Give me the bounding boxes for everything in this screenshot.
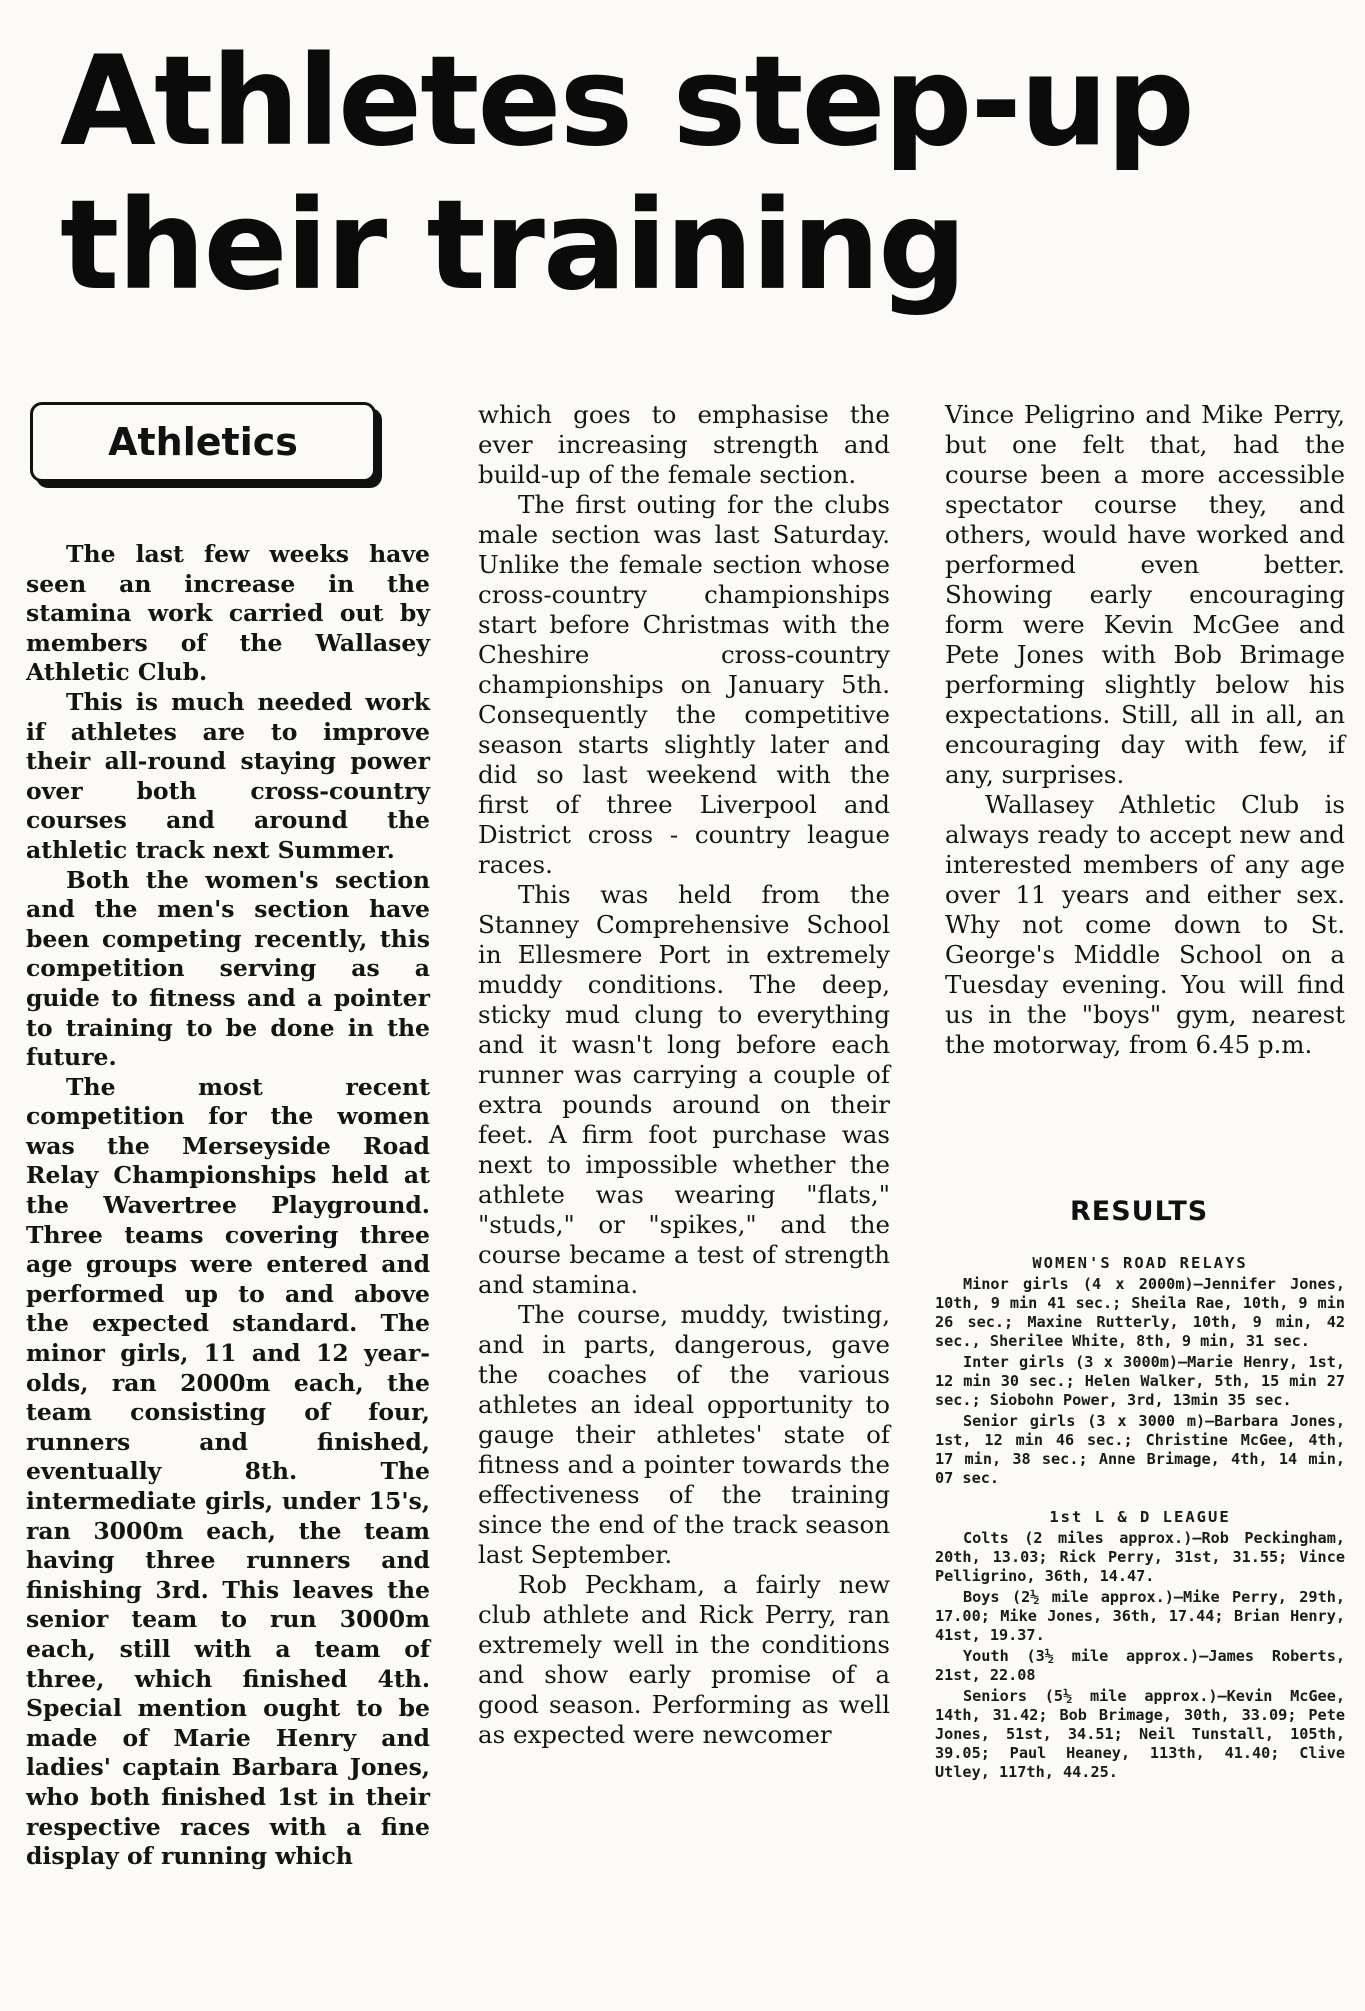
results-entry: Colts (2 miles approx.)—Rob Peckingham, 20th, 13.03; Rick Perry, 31st, 31.55; Vince Pelligrino, 36th, 14.47. bbox=[935, 1529, 1345, 1585]
results-entry: Minor girls (4 x 2000m)—Jennifer Jones, 10th, 9 min 41 sec.; Sheila Rae, 10th, 9 min 26 sec.; Maxine Rutterly, 10th, 9 min, 42 sec., Sherilee White, 8th, 9 min, 31 sec. bbox=[935, 1275, 1345, 1350]
article-paragraph: This is much needed work if athletes are to improve their all-round staying power over both cross-country courses and around the athletic track next Summer. bbox=[26, 687, 430, 864]
section-kicker-box bbox=[30, 402, 376, 482]
headline-line-2: their training bbox=[60, 174, 965, 318]
article-column-1 bbox=[26, 540, 430, 1872]
results-entry: Inter girls (3 x 3000m)—Marie Henry, 1st, 12 min 30 sec.; Helen Walker, 5th, 15 min 27 sec.; Siobohn Power, 3rd, 13min 35 sec. bbox=[935, 1353, 1345, 1409]
article-paragraph: The last few weeks have seen an increase in the stamina work carried out by members of the Wallasey Athletic Club. bbox=[26, 540, 430, 687]
results-section-heading: 1st L & D LEAGUE bbox=[1049, 1508, 1231, 1526]
results-entry: Seniors (5½ mile approx.)—Kevin McGee, 14th, 31.42; Bob Brimage, 30th, 33.09; Pete Jones, 51st, 34.51; Neil Tunstall, 105th, 39.05; Paul Heaney, 113th, 41.40; Clive Utley, 117th, 44.25. bbox=[935, 1687, 1345, 1781]
article-paragraph: The course, muddy, twisting, and in parts, dangerous, gave the coaches of the various athletes an ideal opportunity to gauge their athletes' state of fitness and a pointer towards the effectiveness of the training since the end of the track season last September. bbox=[478, 1300, 890, 1569]
article-paragraph: Both the women's section and the men's section have been competing recently, this competition serving as a guide to fitness and a pointer to training to be done in the future. bbox=[26, 865, 430, 1072]
headline bbox=[60, 30, 1320, 318]
results-list bbox=[935, 1250, 1345, 1784]
article-paragraph: Wallasey Athletic Club is always ready to accept new and interested members of any age over 11 years and either sex. Why not come down to St. George's Middle School on a Tuesday evening. You will find us in the "boys" gym, nearest the motorway, from 6.45 p.m. bbox=[945, 790, 1345, 1059]
article-column-2 bbox=[478, 400, 890, 1750]
article-paragraph: The first outing for the clubs male section was last Saturday. Unlike the female section whose cross-country championships start before Christmas with the Cheshire cross-country championships on January 5th. Consequently the competitive season starts slightly later and did so last weekend with the first of three Liverpool and District cross - country league races. bbox=[478, 490, 890, 879]
results-section-heading: WOMEN'S ROAD RELAYS bbox=[1032, 1254, 1248, 1272]
headline-line-1: Athletes step-up bbox=[60, 30, 1193, 174]
section-kicker-label: Athletics bbox=[108, 420, 298, 464]
article-paragraph: This was held from the Stanney Comprehensive School in Ellesmere Port in extremely muddy conditions. The deep, sticky mud clung to everything and it wasn't long before each runner was carrying a couple of extra pounds around on their feet. A firm foot purchase was next to impossible whether the athlete was wearing "flats," "studs," or "spikes," and the course became a test of strength and stamina. bbox=[478, 880, 890, 1299]
article-paragraph: Rob Peckham, a fairly new club athlete and Rick Perry, ran extremely well in the conditions and show early promise of a good season. Performing as well as expected were newcomer bbox=[478, 1570, 890, 1749]
results-entry: Youth (3½ mile approx.)—James Roberts, 21st, 22.08 bbox=[935, 1647, 1345, 1684]
results-entry: Senior girls (3 x 3000 m)—Barbara Jones, 1st, 12 min 46 sec.; Christine McGee, 4th, 17 min, 38 sec.; Anne Brimage, 4th, 14 min, 07 sec. bbox=[935, 1412, 1345, 1487]
results-entry: Boys (2½ mile approx.)—Mike Perry, 29th, 17.00; Mike Jones, 36th, 17.44; Brian Henry, 41st, 19.37. bbox=[935, 1588, 1345, 1644]
article-column-3 bbox=[945, 400, 1345, 1060]
article-paragraph: The most recent competition for the women was the Merseyside Road Relay Championships held at the Wavertree Playground. Three teams covering three age groups were entered and performed up to and above the expected standard. The minor girls, 11 and 12 year-olds, ran 2000m each, the team consisting of four, runners and finished, eventually 8th. The intermediate girls, under 15's, ran 3000m each, the team having three runners and finishing 3rd. This leaves the senior team to run 3000m each, still with a team of three, which finished 4th. Special mention ought to be made of Marie Henry and ladies' captain Barbara Jones, who both finished 1st in their respective races with a fine display of running which bbox=[26, 1072, 430, 1871]
article-paragraph: Vince Peligrino and Mike Perry, but one felt that, had the course been a more accessible spectator course they, and others, would have worked and performed even better. Showing early encouraging form were Kevin McGee and Pete Jones with Bob Brimage performing slightly below his expectations. Still, all in all, an encouraging day with few, if any, surprises. bbox=[945, 400, 1345, 789]
article-paragraph: which goes to emphasise the ever increasing strength and build-up of the female section. bbox=[478, 400, 890, 489]
results-heading: RESULTS bbox=[1070, 1196, 1209, 1227]
